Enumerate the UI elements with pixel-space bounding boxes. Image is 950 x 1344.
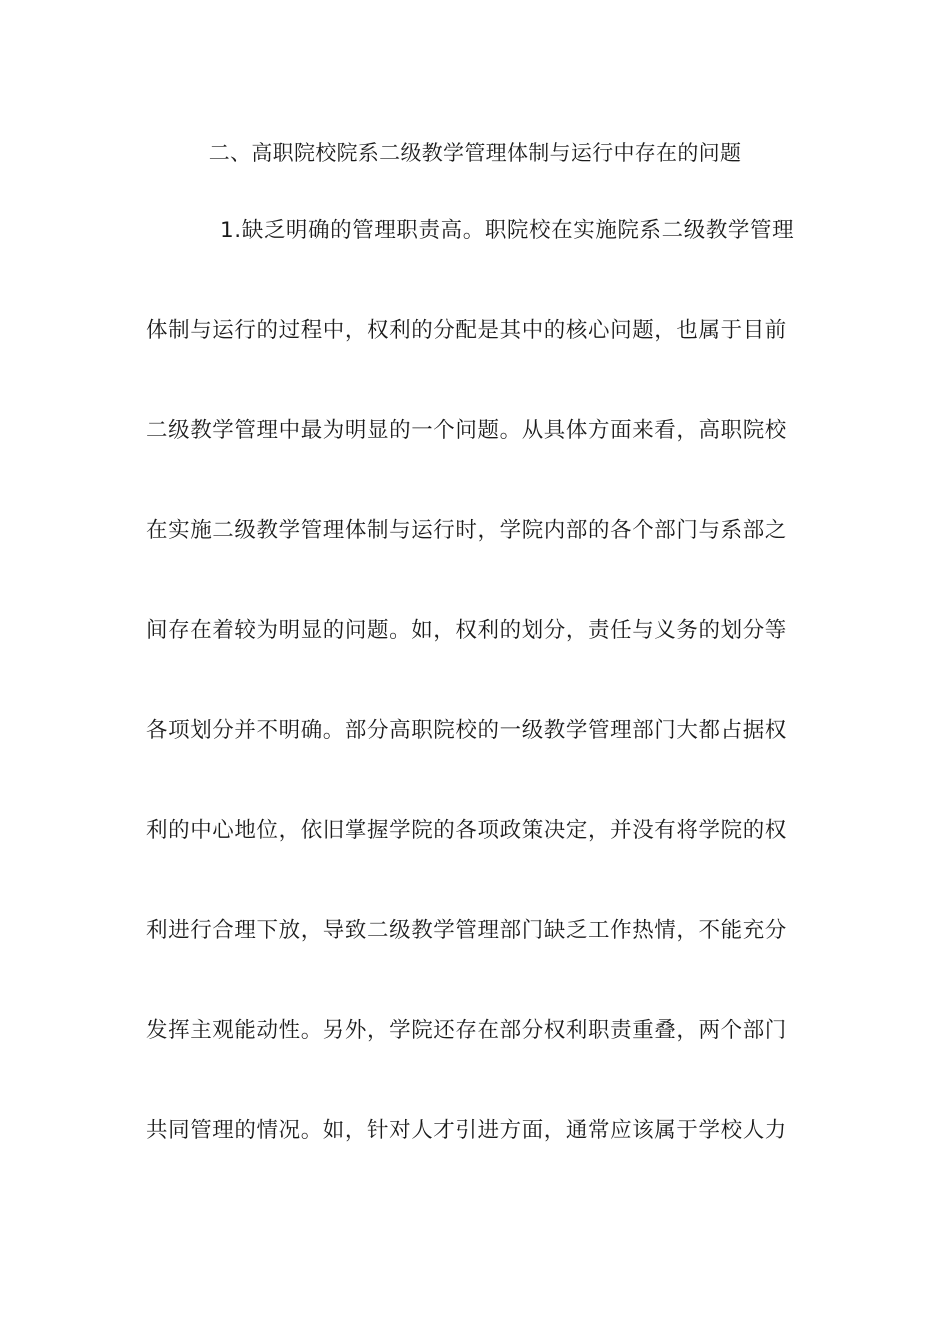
paragraph-line: 发挥主观能动性。另外，学院还存在部分权利职责重叠，两个部门 [146,1018,787,1043]
paragraph-line: 1.缺乏明确的管理职责高。职院校在实施院系二级教学管理 [220,218,795,243]
section-heading: 二、高职院校院系二级教学管理体制与运行中存在的问题 [208,141,742,165]
paragraph-line: 体制与运行的过程中，权利的分配是其中的核心问题，也属于目前 [146,318,787,343]
paragraph-line: 间存在着较为明显的问题。如，权利的划分，责任与义务的划分等 [146,618,787,643]
paragraph-line: 共同管理的情况。如，针对人才引进方面，通常应该属于学校人力 [146,1118,787,1143]
paragraph-line: 各项划分并不明确。部分高职院校的一级教学管理部门大都占据权 [146,718,787,743]
paragraph [146,216,806,1216]
paragraph-line: 利进行合理下放，导致二级教学管理部门缺乏工作热情，不能充分 [146,918,787,943]
paragraph-line: 在实施二级教学管理体制与运行时，学院内部的各个部门与系部之 [146,518,787,543]
paragraph-line: 利的中心地位，依旧掌握学院的各项政策决定，并没有将学院的权 [146,818,787,843]
paragraph-line: 二级教学管理中最为明显的一个问题。从具体方面来看，高职院校 [146,418,787,443]
